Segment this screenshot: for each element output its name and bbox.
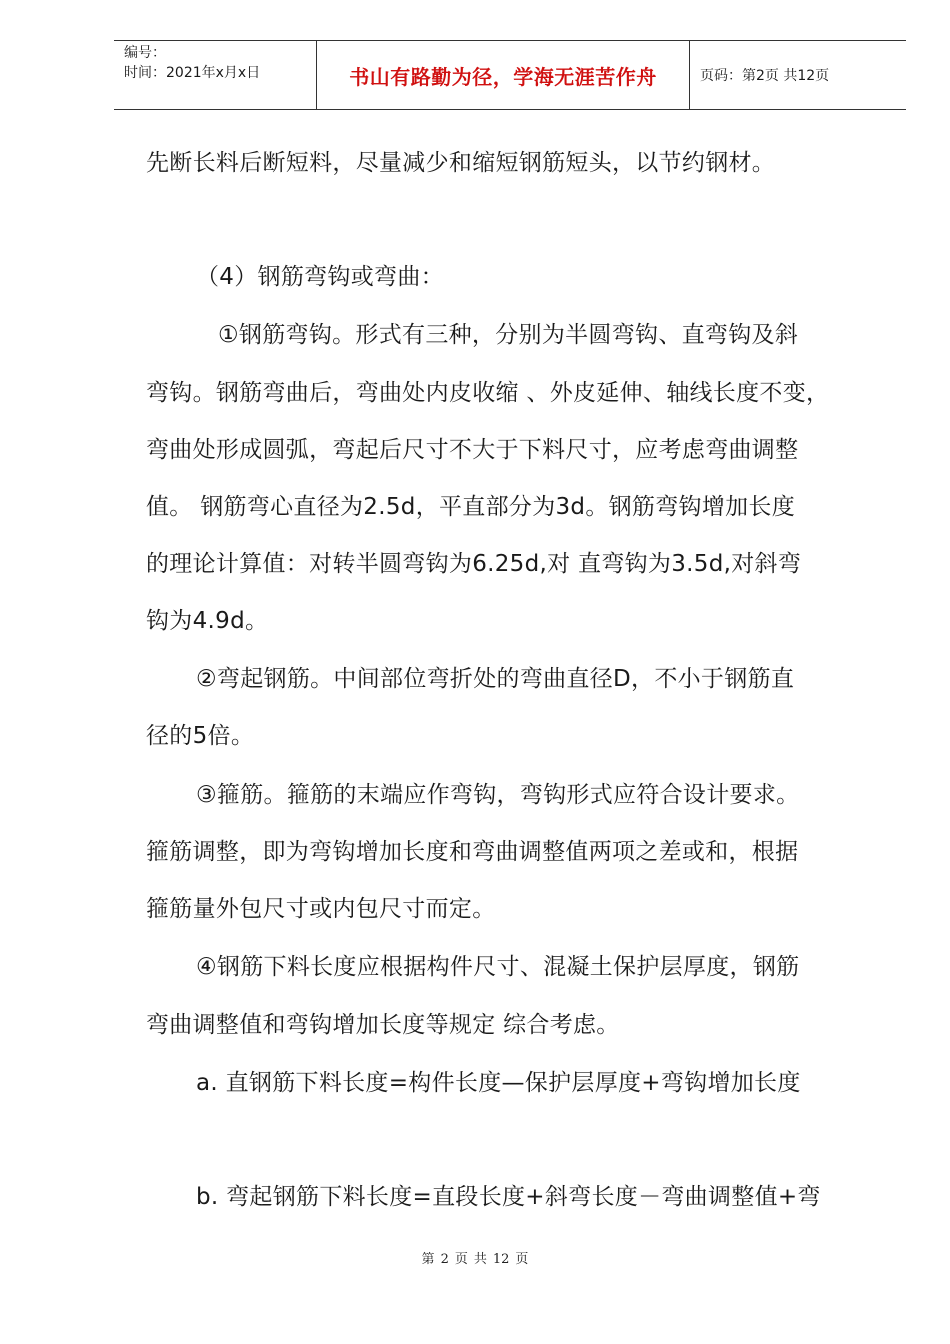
- footer-total-pages: 12: [492, 1252, 510, 1267]
- text-line: ④钢筋下料长度应根据构件尺寸、混凝土保护层厚度，钢筋: [196, 954, 800, 980]
- formula-line: b. 弯起钢筋下料长度=直段长度+斜弯长度－弯曲调整值+弯: [196, 1184, 821, 1210]
- page-header: [114, 40, 906, 110]
- text-line: 值。 钢筋弯心直径为2.5d，平直部分为3d。钢筋弯钩增加长度: [146, 494, 796, 520]
- footer-page-number: 2: [440, 1252, 449, 1267]
- text-line: ③箍筋。箍筋的末端应作弯钩，弯钩形式应符合设计要求。: [196, 782, 800, 808]
- header-page-number: 页码：第2页 共12页: [700, 68, 830, 84]
- footer-ye2: 页: [515, 1252, 529, 1267]
- serial-label: 编号：: [124, 45, 166, 61]
- text-line: 钩为4.9d。: [146, 608, 269, 634]
- text-line: 先断长料后断短料，尽量减少和缩短钢筋短头，以节约钢材。: [146, 150, 776, 176]
- footer-gong: 共: [473, 1252, 487, 1267]
- text-line: 箍筋调整，即为弯钩增加长度和弯曲调整值两项之差或和，根据: [146, 839, 799, 865]
- text-line: 弯曲处形成圆弧，弯起后尺寸不大于下料尺寸，应考虑弯曲调整: [146, 437, 799, 463]
- time-text: 时间：2021年x月x日: [124, 65, 261, 81]
- section-heading: （4）钢筋弯钩或弯曲：: [196, 264, 444, 290]
- text-line: 的理论计算值：对转半圆弯钩为6.25d,对 直弯钩为3.5d,对斜弯: [146, 551, 802, 577]
- text-line: 弯钩。钢筋弯曲后，弯曲处内皮收缩 、外皮延伸、轴线长度不变，: [146, 380, 830, 406]
- text-line: 弯曲调整值和弯钩增加长度等规定 综合考虑。: [146, 1012, 620, 1038]
- text-line: ①钢筋弯钩。形式有三种，分别为半圆弯钩、直弯钩及斜: [218, 322, 799, 348]
- footer-di: 第: [421, 1252, 435, 1267]
- text-line: 径的5倍。: [146, 723, 255, 749]
- text-line: ②弯起钢筋。中间部位弯折处的弯曲直径D，不小于钢筋直: [196, 666, 795, 692]
- header-info-cell: [114, 41, 316, 109]
- header-motto: 书山有路勤为径，学海无涯苦作舟: [316, 41, 690, 109]
- text-line: 箍筋量外包尺寸或内包尺寸而定。: [146, 896, 496, 922]
- page-footer: [0, 1248, 950, 1267]
- formula-line: a. 直钢筋下料长度=构件长度—保护层厚度+弯钩增加长度: [196, 1070, 801, 1096]
- footer-ye: 页: [454, 1252, 468, 1267]
